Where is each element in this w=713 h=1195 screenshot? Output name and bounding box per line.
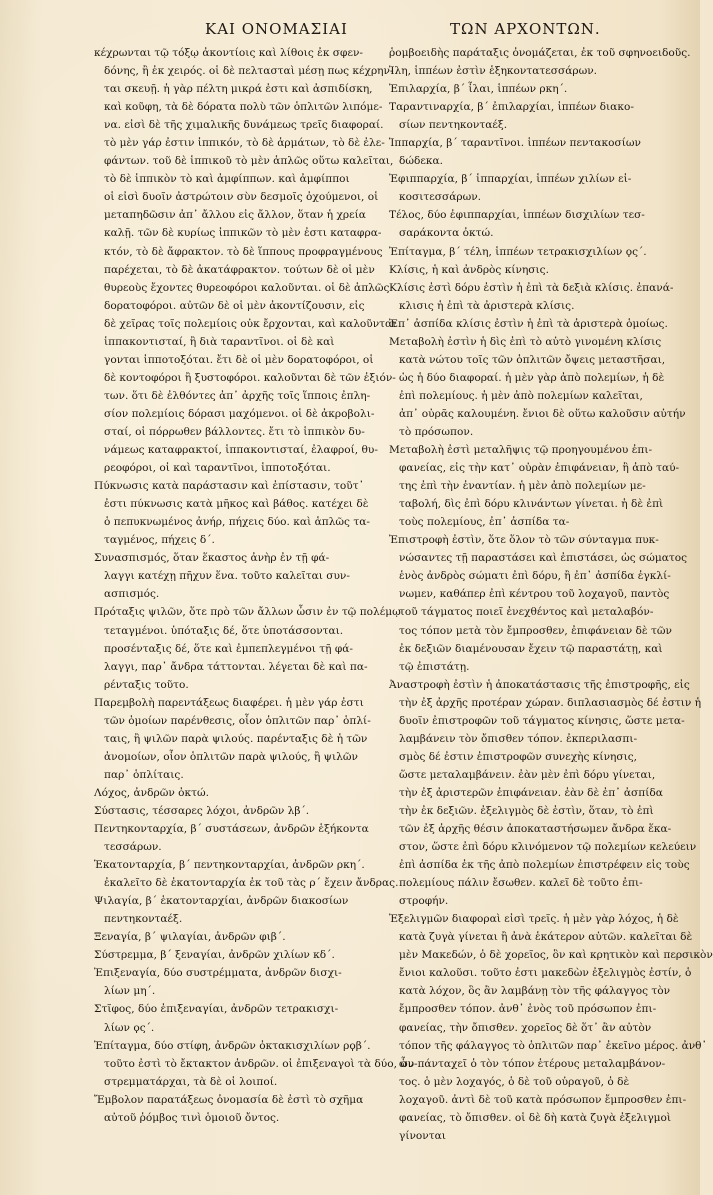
text-line: τὸ μὲν γάρ ἐστιν ἱππικόν, τὸ δὲ ἁρμάτων, τὸ δὲ ἐλε- <box>104 137 385 150</box>
text-line: καὶ κοῦφη, τὰ δὲ δόρατα πολὺ τῶν ὁπλιτῶν λιπόμε- <box>104 101 383 114</box>
text-line: ἔμπροσθεν τόπον. ἀνθ᾽ ἑνὸς τοῦ πρόσωπον ἐπι- <box>399 1003 657 1016</box>
text-line: στροφήν. <box>399 895 449 908</box>
text-line: λίων ϙς΄. <box>104 1021 155 1034</box>
text-line: μεταπηδῶσιν ἀπ᾽ ἄλλου εἰς ἄλλον, ὅταν ἡ χρεία <box>104 209 366 222</box>
text-line: κέχρωνται τῷ τόξῳ ἀκοντίοις καὶ λίθοις ἐκ σφεν- <box>94 47 363 59</box>
text-line: τόπον τῆς φάλαγγος τὸ ὁπλιτῶν παρ᾽ ἐκεῖνο μέρος. ἀνθ᾽ <box>399 1039 707 1052</box>
text-line: στρεμματάρχαι, τὰ δὲ οἱ λοιποί. <box>104 1075 278 1088</box>
text-line: Ἰλη, ἱππέων ἐστὶν ἑξηκοντατεσσάρων. <box>389 65 598 78</box>
text-line: σίον πολεμίοις δόρασι μαχόμενοι. οἱ δὲ ἀκροβολι- <box>104 407 375 420</box>
left-text-column <box>94 44 418 1127</box>
text-line: νωμεν, καθάπερ ἐπὶ κέντρου τοῦ λοχαγοῦ, παντὸς <box>399 588 670 601</box>
text-line: Λόχος, ἀνδρῶν ὀκτώ. <box>94 786 210 799</box>
text-line: τοῦτο ἐστὶ τὸ ἔκτακτον ἀνδρῶν. οἱ ἐπιξεναγοὶ τὰ δύο, συ- <box>104 1057 418 1070</box>
text-line: τεσσάρων. <box>104 841 162 854</box>
text-line: μὲν Μακεδών, ὁ δὲ χορεῖος, ὃν καὶ κρητικὸν καὶ περσικὸν <box>399 949 713 962</box>
text-line: Ἑκατονταρχία, β΄ πεντηκονταρχίαι, ἀνδρῶν ρκη΄. <box>94 859 365 872</box>
text-line: φάντων. τοῦ δὲ ἱππικοῦ τὸ μὲν ἁπλῶς οὕτω καλεῖται, <box>104 155 394 168</box>
text-line: ἐκαλεῖτο δὲ ἑκατονταρχία ἐκ τοῦ τὰς ρ΄ ἔχειν ἄνδρας. <box>104 877 399 890</box>
text-line: Ἐξελιγμῶν διαφοραὶ εἰσὶ τρεῖς. ἡ μὲν γὰρ λόχος, ἡ δὲ <box>389 913 679 926</box>
text-line: ὥστε μεταλαμβάνειν. ἐὰν μὲν ἐπὶ δόρυ γίνεται, <box>399 768 656 781</box>
text-line: δώδεκα. <box>399 155 444 168</box>
text-line: της ἐπὶ τὴν ἐναντίαν. ἡ μὲν ἀπὸ πολεμίων με- <box>399 480 646 493</box>
text-line: Πρόταξις ψιλῶν, ὅτε πρὸ τῶν ἄλλων ὦσιν ἐν τῷ πολέμῳ <box>94 606 401 619</box>
text-line: τος τόπον μετὰ τὸν ἔμπροσθεν, ἐπιφάνειαν δὲ τῶν <box>399 624 672 637</box>
text-line: Ἐπιστροφὴ ἐστὶν, ὅτε ὅλον τὸ τῶν σύνταγμα πυκ- <box>389 534 659 547</box>
text-line: νάμεως καταφρακτοί, ἱππακοντισταί, ἐλαφροί, θυ- <box>104 444 378 457</box>
text-line: Στῖφος, δύο ἐπιξεναγίαι, ἀνδρῶν τετρακισχι- <box>94 1003 339 1016</box>
text-line: αὐτοῦ ῥόμβος τινὶ ὁμοιοῦ ὄντος. <box>104 1111 280 1124</box>
text-line: Ψιλαγία, β΄ ἑκατονταρχίαι, ἀνδρῶν διακοσίων <box>94 895 349 908</box>
text-line: λαγγι, παρ᾽ ἄνδρα τάττονται. λέγεται δὲ καὶ πα- <box>104 660 368 673</box>
text-line: δὲ χεῖρας τοῖς πολεμίοις οὐκ ἔρχονται, καὶ καλοῦνται <box>104 317 397 330</box>
text-line: λίων μη΄. <box>104 985 156 998</box>
text-line: τῷ ἐπιστάτῃ. <box>399 660 470 673</box>
text-line: κατὰ ζυγὰ γίνεται ἢ ἀνὰ ἑκάτερον αὐτῶν. καλεῖται δὲ <box>399 931 693 944</box>
text-line: Ξεναγία, β΄ ψιλαγίαι, ἀνδρῶν φιβ΄. <box>94 931 286 944</box>
text-line: Ἐπιξεναγία, δύο συστρέμματα, ἀνδρῶν δισχι- <box>94 967 342 980</box>
text-line: ἔνιοι καλοῦσι. τοῦτο ἐστι μακεδὼν ἐξελιγμὸς ἐστίν, ὁ <box>399 967 692 980</box>
text-line: δορατοφόροι. αὐτῶν δὲ οἱ μὲν ἀκοντίζουσιν, εἰς <box>104 299 365 312</box>
text-line: τὴν ἐκ δεξιῶν. ἐξελιγμὸς δὲ ἐστὶν, ὅταν, τὸ ἐπὶ <box>399 804 654 817</box>
text-line: πολεμίους πάλιν ἔσωθεν. καλεῖ δὲ τοῦτο ἐπι- <box>399 877 643 890</box>
text-line: σαράκοντα ὀκτώ. <box>399 227 494 240</box>
text-line: Ἱππαρχία, β΄ ταραντῖνοι. ἱππέων πεντακοσίων <box>389 137 641 150</box>
text-line: δυοῖν ἐπιστροφῶν τοῦ τάγματος κίνησις, ὥστε μετα- <box>399 714 685 727</box>
text-line: Ἐπίταγμα, β΄ τέλη, ἱππέων τετρακισχιλίων ϙς΄. <box>389 245 647 258</box>
text-line: σμὸς δέ ἐστιν ἐπιστροφῶν συνεχὴς κίνησις, <box>399 750 638 763</box>
text-line: των. ὅτι δὲ ἐλθόντες ἀπ᾽ ἀρχῆς τοῖς ἵπποις ἐπλη- <box>104 389 371 402</box>
header-left: ΚΑΙ ΟΝΟΜΑΣΙΑΙ <box>205 20 348 38</box>
text-line: να. εἰσὶ δὲ τῆς χιμαλικῆς δυνάμεως τρεῖς διαφοραί. <box>104 119 384 132</box>
text-line: ταβολή, δὶς ἐπὶ δόρυ κλινάντων γίνεται. ἡ δὲ ἐπὶ <box>399 498 664 511</box>
right-text-column <box>389 44 713 1145</box>
text-line: ὧν πάνταχεῖ ὁ τὸν τόπον ἑτέρους μεταλαμβάνον- <box>399 1057 666 1070</box>
text-line: ἐπὶ πολεμίους. ἡ μὲν ἀπὸ πολεμίων καλεῖται, <box>399 389 643 402</box>
text-line: Ἐπίταγμα, δύο στίφη, ἀνδρῶν ὀκτακισχιλίων ρϙβ΄. <box>94 1039 371 1052</box>
text-line: παρ᾽ ὁπλίταις. <box>104 768 184 781</box>
text-line: σταί, οἱ πόρρωθεν βάλλοντες. ἔτι τὸ ἱππικὸν δυ- <box>104 425 365 438</box>
text-line: κλισις ἡ ἐπὶ τὰ ἀριστερὰ κλίσις. <box>399 299 575 312</box>
text-line: ταις, ἢ ψιλῶν παρὰ ψιλούς. παρένταξις δὲ ἡ τῶν <box>104 732 368 745</box>
text-line: Ταραντιναρχία, β΄ ἐπιλαρχίαι, ἱππέων διακο- <box>389 101 634 114</box>
text-line: γίνονται <box>399 1129 446 1142</box>
text-line: κατὰ λόχον, ὃς ἂν λαμβάνῃ τὸν τῆς φάλαγγος τὸν <box>399 985 671 998</box>
text-line: Παρεμβολὴ παρεντάξεως διαφέρει. ἡ μὲν γάρ ἐστι <box>94 696 364 709</box>
text-line: λαγγι κατέχῃ πῆχυν ἕνα. τοῦτο καλεῖται συν- <box>104 570 350 583</box>
text-line: τος. ὁ μὲν λοχαγός, ὁ δὲ τοῦ οὐραγοῦ, ὁ δὲ <box>399 1075 630 1088</box>
text-line: πεντηκονταέξ. <box>104 913 183 926</box>
text-line: κατὰ νώτου τοῖς τῶν ὁπλιτῶν ὄψεις μεταστῆσαι, <box>399 353 666 366</box>
text-line: Σύστρεμμα, β΄ ξεναγίαι, ἀνδρῶν χιλίων κδ΄. <box>94 949 335 962</box>
text-line: Ἐπ᾽ ἀσπίδα κλίσις ἐστὶν ἡ ἐπὶ τὰ ἀριστερὰ ὁμοίως. <box>389 317 668 330</box>
text-line: γονται ἱπποτοξόται. ἔτι δὲ οἱ μὲν δορατοφόροι, οἱ <box>104 353 374 366</box>
text-line: θυρεοὺς ἔχοντες θυρεοφόροι καλοῦνται. οἱ δὲ ἁπλῶς <box>104 281 390 294</box>
text-line: Ἀναστροφὴ ἐστὶν ἡ ἀποκατάστασις τῆς ἐπιστροφῆς, εἰς <box>389 678 690 691</box>
text-line: Πεντηκονταρχία, β΄ συστάσεων, ἀνδρῶν ἑξήκοντα <box>94 823 369 836</box>
text-line: σίων πεντηκονταέξ. <box>399 119 508 132</box>
text-line: δὲ κοντοφόροι ἢ ξυστοφόροι. καλοῦνται δὲ τῶν ἐξιόν- <box>104 371 396 384</box>
text-line: στον, ὥστε ἐπὶ δόρυ κλινόμενον τῷ πολεμίων κελεύειν <box>399 841 697 854</box>
text-line: τὴν ἐξ ἀρχῆς προτέραν χώραν. διπλασιασμὸς δέ ἐστιν ἡ <box>399 696 702 709</box>
text-line: τὸ πρόσωπον. <box>399 425 474 438</box>
header-right: ΤΩΝ ΑΡΧΟΝΤΩΝ. <box>450 20 601 38</box>
text-line: Πύκνωσις κατὰ παράστασιν καὶ ἐπίστασιν, τοῦτ᾽ <box>94 480 364 493</box>
text-line: δόνης, ἢ ἐκ χειρός. οἱ δὲ πελτασταὶ μέσῃ πως κέχρην- <box>104 65 394 78</box>
text-line: κοσιτεσσάρων. <box>399 191 482 204</box>
text-line: λοχαγοῦ. ἀντὶ δὲ τοῦ κατὰ πρόσωπον ἔμπροσθεν ἐπι- <box>399 1093 687 1106</box>
text-line: ῥομβοειδὴς παράταξις ὀνομάζεται, ἐκ τοῦ σφηνοειδοῦς. <box>389 47 691 59</box>
text-line: ρεοφόροι, οἱ καὶ ταραντῖνοι, ἱπποτοξόται. <box>104 462 331 475</box>
text-line: παρέχεται, τὸ δὲ ἀκατάφρακτον. τούτων δὲ οἱ μὲν <box>104 263 375 276</box>
text-line: ἐστι πύκνωσις κατὰ μῆκος καὶ βάθος. κατέχει δὲ <box>104 498 369 511</box>
text-line: φανείας, εἰς τὴν κατ᾽ οὐρὰν ἐπιφάνειαν, ἢ ἀπὸ ταύ- <box>399 462 680 475</box>
text-line: ἀπ᾽ οὐρᾶς καλουμένη. ἔνιοι δὲ οὕτω καλοῦσιν αὐτήν <box>399 407 686 420</box>
text-line: νώσαντες τῇ παραστάσει καὶ ἐπιστάσει, ὡς σώματος <box>399 552 688 565</box>
text-line: ἐπὶ ἀσπίδα ἐκ τῆς ἀπὸ πολεμίων ἐπιστρέφειν εἰς τοὺς <box>399 859 690 872</box>
text-line: ρένταξις τοῦτο. <box>104 678 189 691</box>
text-line: φανείας, τὸ ὄπισθεν. οἱ δὲ δὴ κατὰ ζυγὰ ἐξελιγμοὶ <box>399 1111 672 1124</box>
text-line: Ἐφιππαρχία, β΄ ἱππαρχίαι, ἱππέων χιλίων εἰ- <box>389 173 632 186</box>
text-line: τὸ δὲ ἱππικὸν τὸ καὶ ἀμφίππων. καὶ ἀμφίπποι <box>104 173 350 186</box>
text-line: Μεταβολὴ ἐστὶν ἡ δὶς ἐπὶ τὸ αὐτὸ γινομένη κλίσις <box>389 335 662 348</box>
text-line: Συνασπισμός, ὅταν ἕκαστος ἀνὴρ ἐν τῇ φά- <box>94 552 330 565</box>
text-line: Κλίσις, ἡ καὶ ἀνδρὸς κίνησις. <box>389 263 549 276</box>
text-line: ασπισμός. <box>104 588 160 601</box>
text-line: ἀνομοίων, οἷον ὁπλιτῶν παρὰ ψιλούς, ἢ ψιλῶν <box>104 750 358 763</box>
text-line: Τέλος, δύο ἐφιππαρχίαι, ἱππέων δισχιλίων τεσ- <box>389 209 645 222</box>
text-line: Ἔμβολον παρατάξεως ὀνομασία δὲ ἐστὶ τὸ σχῆμα <box>94 1093 364 1106</box>
text-line: ἐκ δεξιῶν διαμένουσαν ἔχειν τῷ παραστάτῃ, καὶ <box>399 642 663 655</box>
text-line: ὡς ἡ δύο διαφοραί. ἡ μὲν γὰρ ἀπὸ πολεμίων, ἡ δὲ <box>399 371 665 384</box>
text-line: καλῇ. τῶν δὲ κυρίως ἱππικῶν τὸ μὲν ἐστι καταφρα- <box>104 227 382 240</box>
text-line: ἱππακοντισταί, ἢ διὰ ταραντῖνοι. οἱ δὲ καὶ <box>104 335 335 348</box>
text-line: ὁ πεπυκνωμένος ἀνήρ, πήχεις δύο. καὶ ἁπλῶς τα- <box>104 516 370 529</box>
text-line: τοὺς πολεμίους, ἐπ᾽ ἀσπίδα τα- <box>399 516 570 529</box>
text-line: τεταγμένοι. ὑπόταξις δέ, ὅτε ὑποτάσσονται. <box>104 624 344 637</box>
text-line: οἱ εἰσὶ δυοῖν ἀστρώτοιν σὺν δεσμοῖς ὀχούμενοι, οἱ <box>104 191 379 204</box>
text-line: τῶν ἐξ ἀρχῆς θέσιν ἀποκαταστήσωμεν ἄνδρα ἕκα- <box>399 823 672 836</box>
text-line: τῶν ὁμοίων παρένθεσις, οἷον ὁπλιτῶν παρ᾽ ὁπλί- <box>104 714 371 727</box>
running-header <box>0 12 700 40</box>
text-line: Μεταβολὴ ἐστὶ μεταλῆψις τῷ προηγουμένου ἐπι- <box>389 444 653 457</box>
text-line: Ἐπιλαρχία, β΄ ἶλαι, ἱππέων ρκη΄. <box>389 83 568 96</box>
text-line: φανείας, τὴν ὄπισθεν. χορεῖος δὲ ὅτ᾽ ἂν αὐτὸν <box>399 1021 652 1034</box>
text-line: προσένταξις δέ, ὅτε καὶ ἐμπεπλεγμένοι τῇ φά- <box>104 642 353 655</box>
text-line: Κλίσις ἐστὶ δόρυ ἐστὶν ἡ ἐπὶ τὰ δεξιὰ κλίσις. ἐπανά- <box>389 281 674 294</box>
text-line: ἑνὸς ἀνδρὸς σώματι ἐπὶ δόρυ, ἢ ἐπ᾽ ἀσπίδα ἐγκλί- <box>399 570 671 583</box>
text-line: ταγμένος, πήχεις δ΄. <box>104 534 215 547</box>
text-line: τοῦ τάγματος ποιεῖ ἐνεχθέντος καὶ μεταλαβόν- <box>399 606 654 619</box>
text-line: λαμβάνειν τὸν ὄπισθεν τόπον. ἐκπεριλασπι- <box>399 732 638 745</box>
text-line: τὴν ἐξ ἀριστερῶν ἐπιφάνειαν. ἐὰν δὲ ἐπ᾽ ἀσπίδα <box>399 786 663 799</box>
text-line: Σύστασις, τέσσαρες λόχοι, ἀνδρῶν λβ΄. <box>94 804 310 817</box>
text-line: ται σκευῇ. ἡ γὰρ πέλτη μικρά ἐστι καὶ ἀσπιδίσκη, <box>104 83 373 96</box>
text-line: κτόν, τὸ δὲ ἄφρακτον. τὸ δὲ ἵππους προφραγμένους <box>104 245 383 258</box>
